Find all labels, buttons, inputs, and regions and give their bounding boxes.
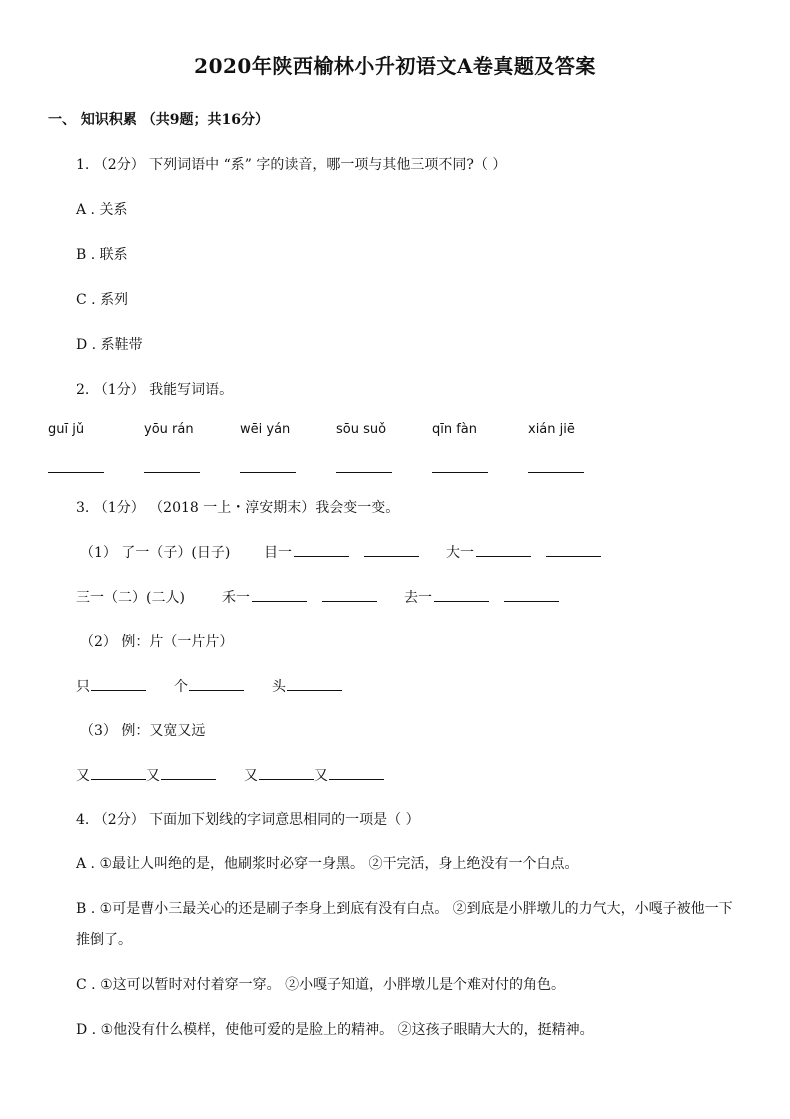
q3-part2-item: 头 [272,679,286,695]
question-2-stem: 2. （1分） 我能写词语。 [76,382,234,398]
answer-blank[interactable] [364,556,419,557]
q3-part1-item: 目一 [264,545,292,561]
pinyin-2: yōu rán [144,422,194,437]
question-4-option-c: C . ①这可以暂时对付着穿一穿。 ②小嘎子知道，小胖墩儿是个难对付的角色。 [76,977,566,993]
question-1-option-d: D . 系鞋带 [76,337,143,353]
q3-part2-item: 只 [76,679,90,695]
q3-part1-item: 大一 [446,545,474,561]
answer-blank[interactable] [432,472,488,473]
q3-part3-you: 又 [314,768,328,784]
answer-blank[interactable] [252,601,307,602]
answer-blank[interactable] [504,601,559,602]
answer-blank[interactable] [91,779,146,780]
answer-blank[interactable] [322,601,377,602]
answer-blank[interactable] [546,556,601,557]
question-4-option-d: D . ①他没有什么模样，使他可爱的是脸上的精神。 ②这孩子眼睛大大的，挺精神。 [76,1022,594,1038]
q3-part3-example: （3） 例：又宽又远 [80,723,206,739]
pinyin-5: qīn fàn [432,422,478,437]
answer-blank[interactable] [91,690,146,691]
question-3-stem: 3. （1分） （2018 一上・淳安期末）我会变一变。 [76,500,400,516]
q3-part3-you: 又 [244,768,258,784]
answer-blank[interactable] [144,472,200,473]
pinyin-4: sōu suǒ [336,422,387,437]
answer-blank[interactable] [240,472,296,473]
question-1-stem: 1. （2分） 下列词语中 “系” 字的读音，哪一项与其他三项不同?（ ） [76,157,507,173]
q3-part1-example-2: 三一（二）(二人) [76,590,185,606]
question-1-option-a: A . 关系 [76,202,128,218]
q3-part2-item: 个 [174,679,188,695]
answer-blank[interactable] [189,690,244,691]
question-4-option-b: B . ①可是曹小三最关心的还是刷子李身上到底有没有白点。 ②到底是小胖墩儿的力气大，小嘎子被他一下 [76,901,733,917]
section-heading: 一、 知识积累 （共9题；共16分） [48,112,269,128]
answer-blank[interactable] [336,472,392,473]
q3-part1-item: 去一 [404,590,432,606]
answer-blank[interactable] [48,472,104,473]
answer-blank[interactable] [528,472,584,473]
q3-part2-example: （2） 例：片（一片片） [80,634,234,650]
page-title: 2020年陕西榆林小升初语文A卷真题及答案 [194,54,596,78]
answer-blank[interactable] [476,556,531,557]
q3-part1-example: （1） 了一（子）(日子) [80,545,231,561]
q3-part1-item: 禾一 [222,590,250,606]
answer-blank[interactable] [434,601,489,602]
answer-blank[interactable] [294,556,349,557]
pinyin-1: guī jǔ [48,422,85,437]
q3-part3-you: 又 [76,768,90,784]
answer-blank[interactable] [287,690,342,691]
question-4-option-a: A . ①最让人叫绝的是，他刷浆时必穿一身黑。 ②干完活，身上绝没有一个白点。 [76,856,579,872]
pinyin-6: xián jiē [528,422,575,437]
question-4-stem: 4. （2分） 下面加下划线的字词意思相同的一项是（ ） [76,812,420,828]
question-1-option-b: B . 联系 [76,247,128,263]
answer-blank[interactable] [259,779,314,780]
question-1-option-c: C . 系列 [76,292,129,308]
q3-part3-you: 又 [146,768,160,784]
question-4-option-b-cont: 推倒了。 [76,932,132,948]
answer-blank[interactable] [161,779,216,780]
pinyin-3: wēi yán [240,422,291,437]
answer-blank[interactable] [329,779,384,780]
